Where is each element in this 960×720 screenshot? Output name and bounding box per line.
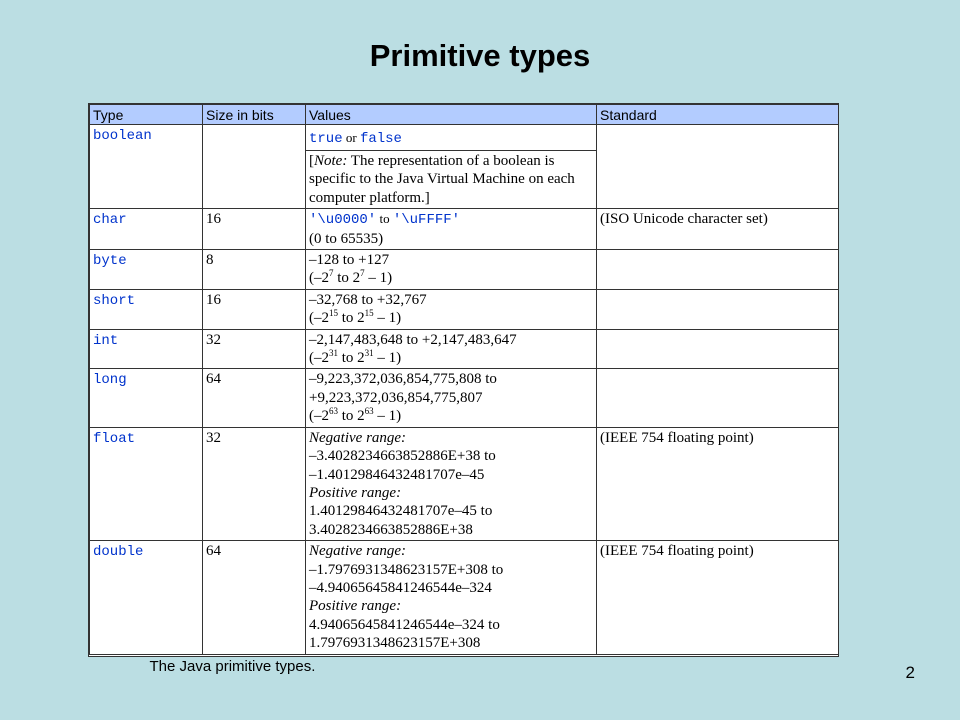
table-row-boolean: [90, 125, 839, 151]
page-number: 2: [905, 663, 915, 682]
standard-cell: (ISO Unicode character set): [597, 209, 839, 250]
size-cell: 32: [203, 427, 306, 540]
table-header-row: [90, 105, 839, 125]
table-row-int: [90, 329, 839, 369]
type-cell: [90, 125, 203, 209]
type-cell: char: [90, 209, 203, 250]
type-cell: float: [90, 427, 203, 540]
type-cell: short: [90, 289, 203, 329]
size-cell: 16: [203, 289, 306, 329]
type-cell: double: [90, 541, 203, 654]
type-name: boolean: [93, 128, 152, 144]
values-cell: –9,223,372,036,854,775,808 to +9,223,372,036,854,775,807 ($-2^{63}$ to $2^{63} - 1$): [306, 369, 597, 427]
standard-cell: [597, 125, 839, 209]
size-cell: [203, 125, 306, 209]
table-row-short: [90, 289, 839, 329]
size-cell: 64: [203, 541, 306, 654]
table-row-long: [90, 369, 839, 427]
type-cell: long: [90, 369, 203, 427]
standard-cell: [597, 329, 839, 369]
table-caption: The Java primitive types.: [90, 654, 839, 676]
boolean-note: [Note: The representation of a boolean is specific to the Java Virtual Machine on each computer platform.]: [306, 151, 597, 209]
header-standard: Standard: [597, 105, 839, 125]
slide-title: Primitive types: [369, 38, 591, 73]
table-row-double: [90, 541, 839, 654]
standard-cell: [597, 369, 839, 427]
standard-cell: (IEEE 754 floating point): [597, 427, 839, 540]
values-cell: Negative range: –1.7976931348623157E+308 to –4.94065645841246544e–324 Positive range: 4.94065645841246544e–324 to 1.7976931348623157E+308: [306, 541, 597, 654]
values-cell: Negative range: –3.4028234663852886E+38 to –1.40129846432481707e–45 Positive range: 1.40129846432481707e–45 to 3.4028234663852886E+38: [306, 427, 597, 540]
primitive-types-table: [88, 103, 839, 675]
standard-cell: [597, 250, 839, 290]
type-cell: byte: [90, 250, 203, 290]
table-caption-row: [90, 654, 839, 676]
values-cell: –128 to +127 ($-2^7$ to $2^7 - 1$): [306, 250, 597, 290]
values-cell: –2,147,483,648 to +2,147,483,647 ($-2^{31}$ to $2^{31} - 1$): [306, 329, 597, 369]
size-cell: 32: [203, 329, 306, 369]
standard-cell: (IEEE 754 floating point): [597, 541, 839, 654]
values-cell: –32,768 to +32,767 ($-2^{15}$ to $2^{15} - 1$): [306, 289, 597, 329]
header-type: Type: [90, 105, 203, 125]
header-values: Values: [306, 105, 597, 125]
table-row-byte: [90, 250, 839, 290]
values-cell: '\u0000' to '\uFFFF' (0 to 65535): [306, 209, 597, 250]
table-row-char: [90, 209, 839, 250]
values-cell: true or false: [306, 125, 597, 151]
table-row-float: [90, 427, 839, 540]
size-cell: 16: [203, 209, 306, 250]
header-size: Size in bits: [203, 105, 306, 125]
size-cell: 8: [203, 250, 306, 290]
type-cell: int: [90, 329, 203, 369]
standard-cell: [597, 289, 839, 329]
size-cell: 64: [203, 369, 306, 427]
